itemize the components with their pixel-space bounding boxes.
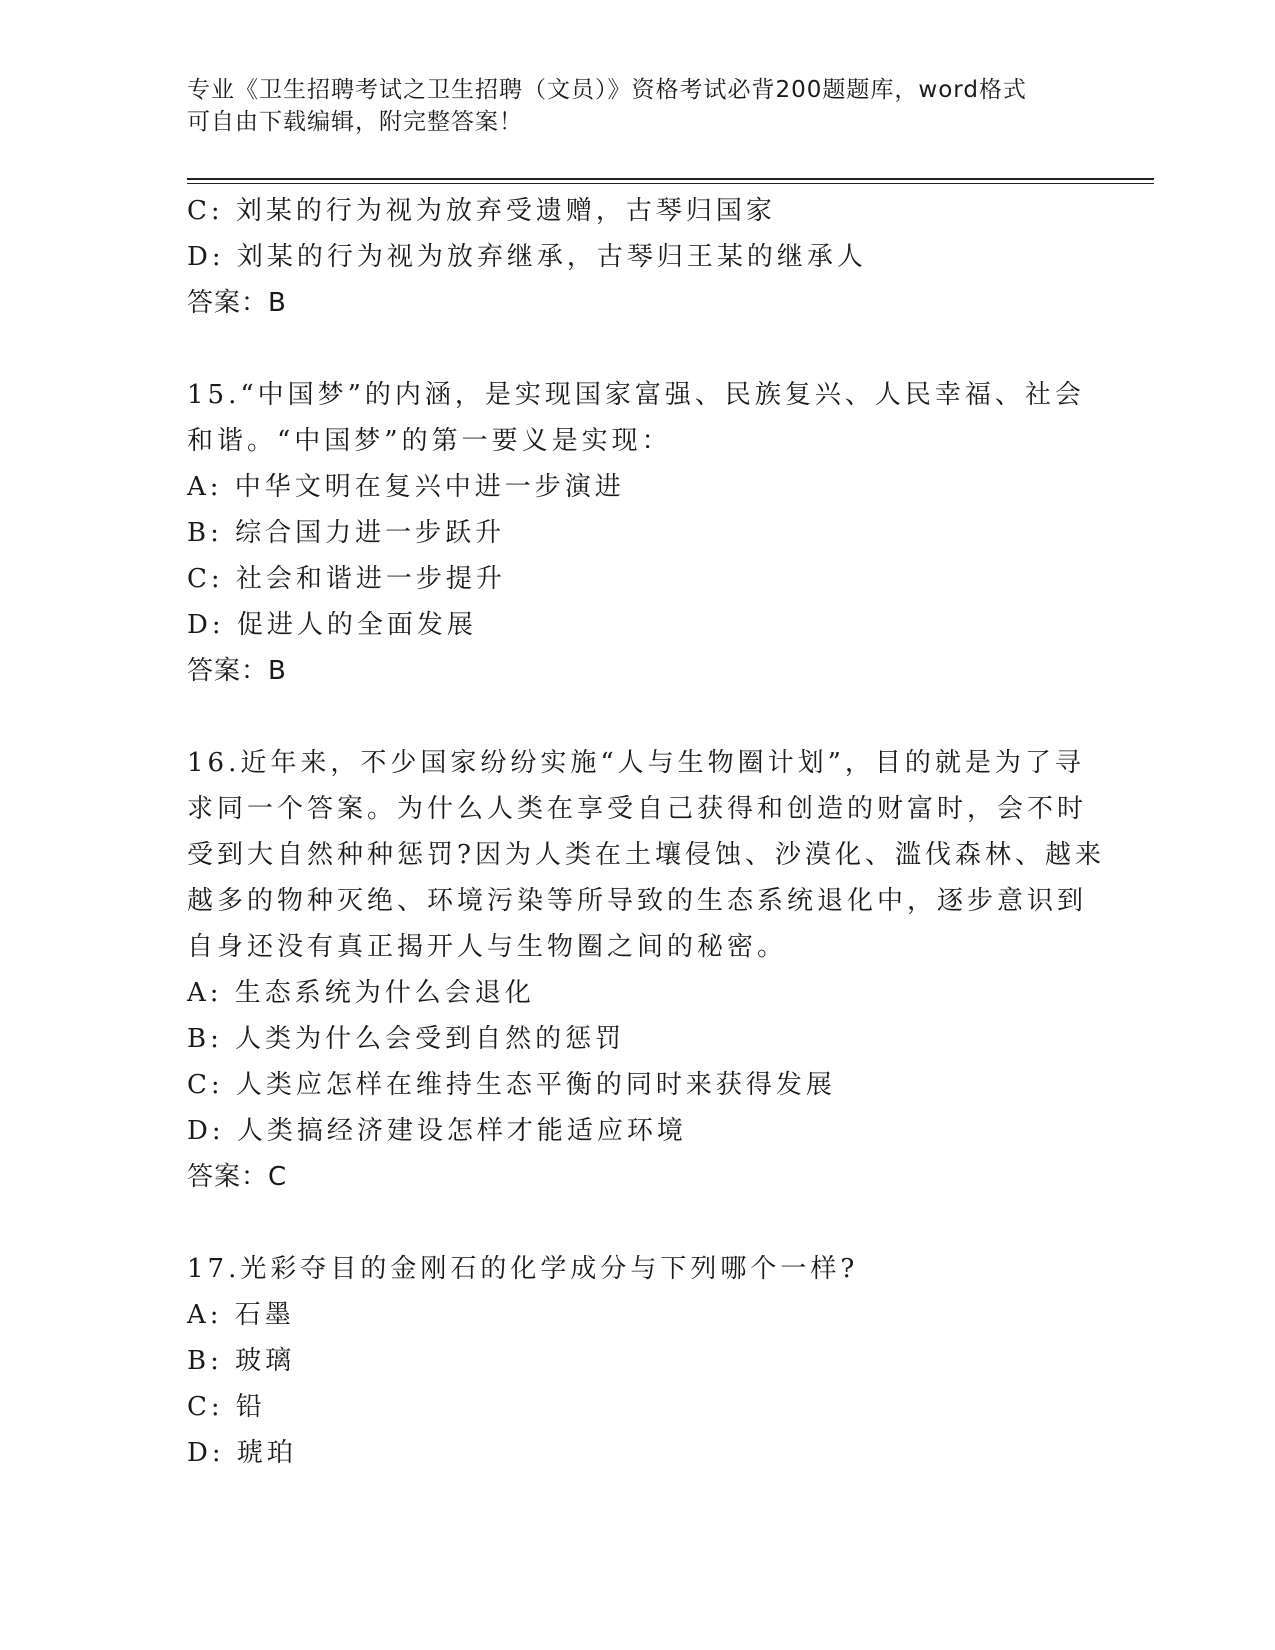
header-rule-thick: [187, 178, 1154, 180]
option-c: C: 人类应怎样在维持生态平衡的同时来获得发展: [187, 1070, 836, 1100]
spacer: [187, 694, 1087, 740]
option-a: A: 石墨: [187, 1300, 295, 1330]
header-line-2: 可自由下载编辑，附完整答案！: [187, 109, 523, 135]
question-stem: 和谐。“中国梦”的第一要义是实现：: [187, 426, 672, 456]
question-stem: 自身还没有真正揭开人与生物圈之间的秘密。: [187, 932, 788, 962]
option-b: B: 综合国力进一步跃升: [187, 518, 506, 548]
option-d: D: 促进人的全面发展: [187, 610, 477, 640]
spacer: [187, 1200, 1087, 1246]
question-17: [187, 1246, 1087, 1476]
question-stem: 求同一个答案。为什么人类在享受自己获得和创造的财富时，会不时: [187, 794, 1088, 824]
question-stem: 越多的物种灭绝、环境污染等所导致的生态系统退化中，逐步意识到: [187, 886, 1088, 916]
option-c: C: 刘某的行为视为放弃受遗赠，古琴归国家: [187, 196, 776, 226]
question-stem: 15.“中国梦”的内涵，是实现国家富强、民族复兴、人民幸福、社会: [187, 380, 1085, 410]
option-d: D: 刘某的行为视为放弃继承，古琴归王某的继承人: [187, 242, 867, 272]
spacer: [187, 326, 1087, 372]
answer: 答案：B: [187, 288, 287, 318]
option-d: D: 人类搞经济建设怎样才能适应环境: [187, 1116, 687, 1146]
question-stem: 17.光彩夺目的金刚石的化学成分与下列哪个一样?: [187, 1254, 859, 1284]
header-line-1: 专业《卫生招聘考试之卫生招聘（文员）》资格考试必背200题题库，word格式: [187, 77, 1027, 103]
question-16: [187, 740, 1105, 1200]
option-d: D: 琥珀: [187, 1438, 297, 1468]
question-14: [187, 188, 1087, 326]
option-b: B: 人类为什么会受到自然的惩罚: [187, 1024, 626, 1054]
question-15: [187, 372, 1087, 694]
option-a: A: 生态系统为什么会退化: [187, 978, 535, 1008]
answer: 答案：C: [187, 1162, 288, 1192]
question-list: [187, 188, 1105, 1476]
question-stem: 受到大自然种种惩罚?因为人类在土壤侵蚀、沙漠化、滥伐森林、越来: [187, 840, 1105, 870]
option-a: A: 中华文明在复兴中进一步演进: [187, 472, 625, 502]
option-b: B: 玻璃: [187, 1346, 296, 1376]
header-rule-thin: [187, 183, 1154, 184]
option-c: C: 社会和谐进一步提升: [187, 564, 506, 594]
answer: 答案：B: [187, 656, 287, 686]
question-stem: 16.近年来，不少国家纷纷实施“人与生物圈计划”，目的就是为了寻: [187, 748, 1085, 778]
option-c: C: 铅: [187, 1392, 266, 1422]
document-header: [187, 74, 1087, 138]
